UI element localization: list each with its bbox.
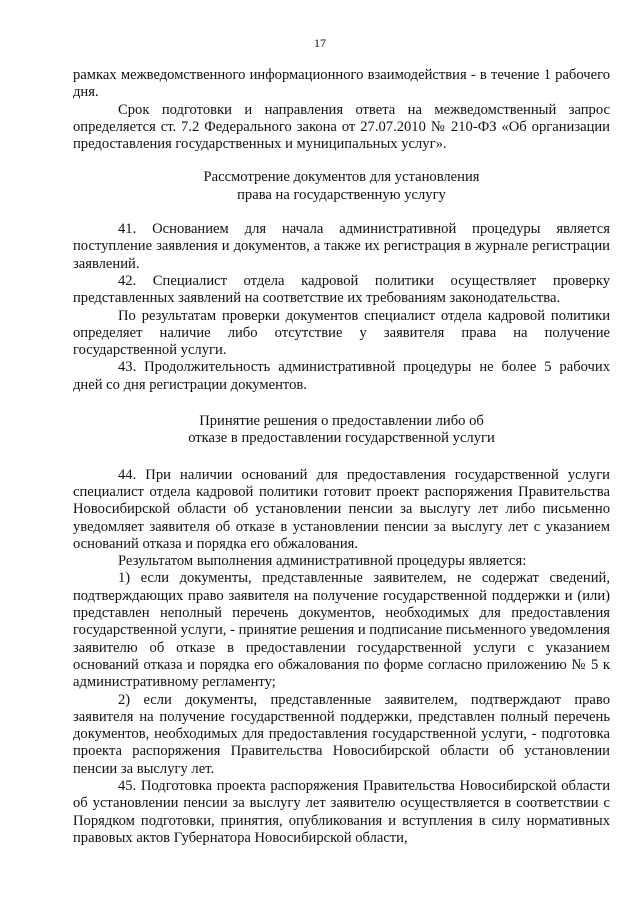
page-number: 17	[314, 36, 326, 50]
paragraph: 2) если документы, представленные заявителем, подтверждают право заявителя на получение государственной поддержки, представлен полный перечень документов, необходимых для предоставления государственной услуги, - подготовка проекта распоряжения Правительства Новосибирской области об установлении пенсии за выслугу лет.	[73, 691, 610, 777]
paragraph: 41. Основанием для начала административной процедуры является поступление заявления и документов, а также их регистрация в журнале регистрации заявлений.	[73, 221, 610, 272]
section-heading-line: Рассмотрение документов для установления	[203, 169, 480, 186]
section-heading-line: права на государственную услугу	[237, 186, 446, 203]
section-heading	[73, 169, 610, 204]
document-body	[73, 67, 610, 847]
paragraph: По результатам проверки документов специалист отдела кадровой политики определяет наличие либо отсутствие у заявителя права на получение государственной услуги.	[73, 307, 610, 359]
paragraph: 43. Продолжительность административной процедуры не более 5 рабочих дней со дня регистрации документов.	[73, 359, 610, 393]
paragraph: 45. Подготовка проекта распоряжения Правительства Новосибирской области об установлении пенсии за выслугу лет заявителю осуществляется в соответствии с Порядком подготовки, принятия, опубликования и вступления в силу нормативных правовых актов Губернатора Новосибирской области,	[73, 777, 610, 846]
paragraph: 1) если документы, представленные заявителем, не содержат сведений, подтверждающих право заявителя на получение государственной поддержки и (или) представлен неполный перечень документов, необходимых для предоставления государственной услуги, - принятие решения и подписание письменного уведомления заявителю об отказе в предоставлении государственной услуги с указанием оснований отказа и порядка его обжалования по форме согласно приложению № 5 к административному регламенту;	[73, 570, 611, 691]
section-heading-line: отказе в предоставлении государственной услуги	[188, 430, 495, 447]
paragraph: рамках межведомственного информационного взаимодействия - в течение 1 рабочего дня.	[73, 67, 610, 101]
paragraph: Срок подготовки и направления ответа на межведомственный запрос определяется ст. 7.2 Федерального закона от 27.07.2010 № 210-ФЗ «Об организации предоставления государственных и муниципальных услуг».	[73, 101, 610, 153]
section-heading-line: Принятие решения о предоставлении либо об	[199, 413, 484, 430]
paragraph: Результатом выполнения административной процедуры является:	[118, 553, 527, 570]
section-heading	[73, 413, 610, 448]
paragraph: 42. Специалист отдела кадровой политики осуществляет проверку представленных заявлений на соответствие их требованиям законодательства.	[73, 272, 610, 307]
paragraph: 44. При наличии оснований для предоставления государственной услуги специалист отдела кадровой политики готовит проект распоряжения Правительства Новосибирской области об установлении пенсии за выслугу лет либо письменно уведомляет заявителя об отказе в установлении пенсии за выслугу лет с указанием оснований отказа и порядка его обжалования.	[73, 466, 610, 552]
